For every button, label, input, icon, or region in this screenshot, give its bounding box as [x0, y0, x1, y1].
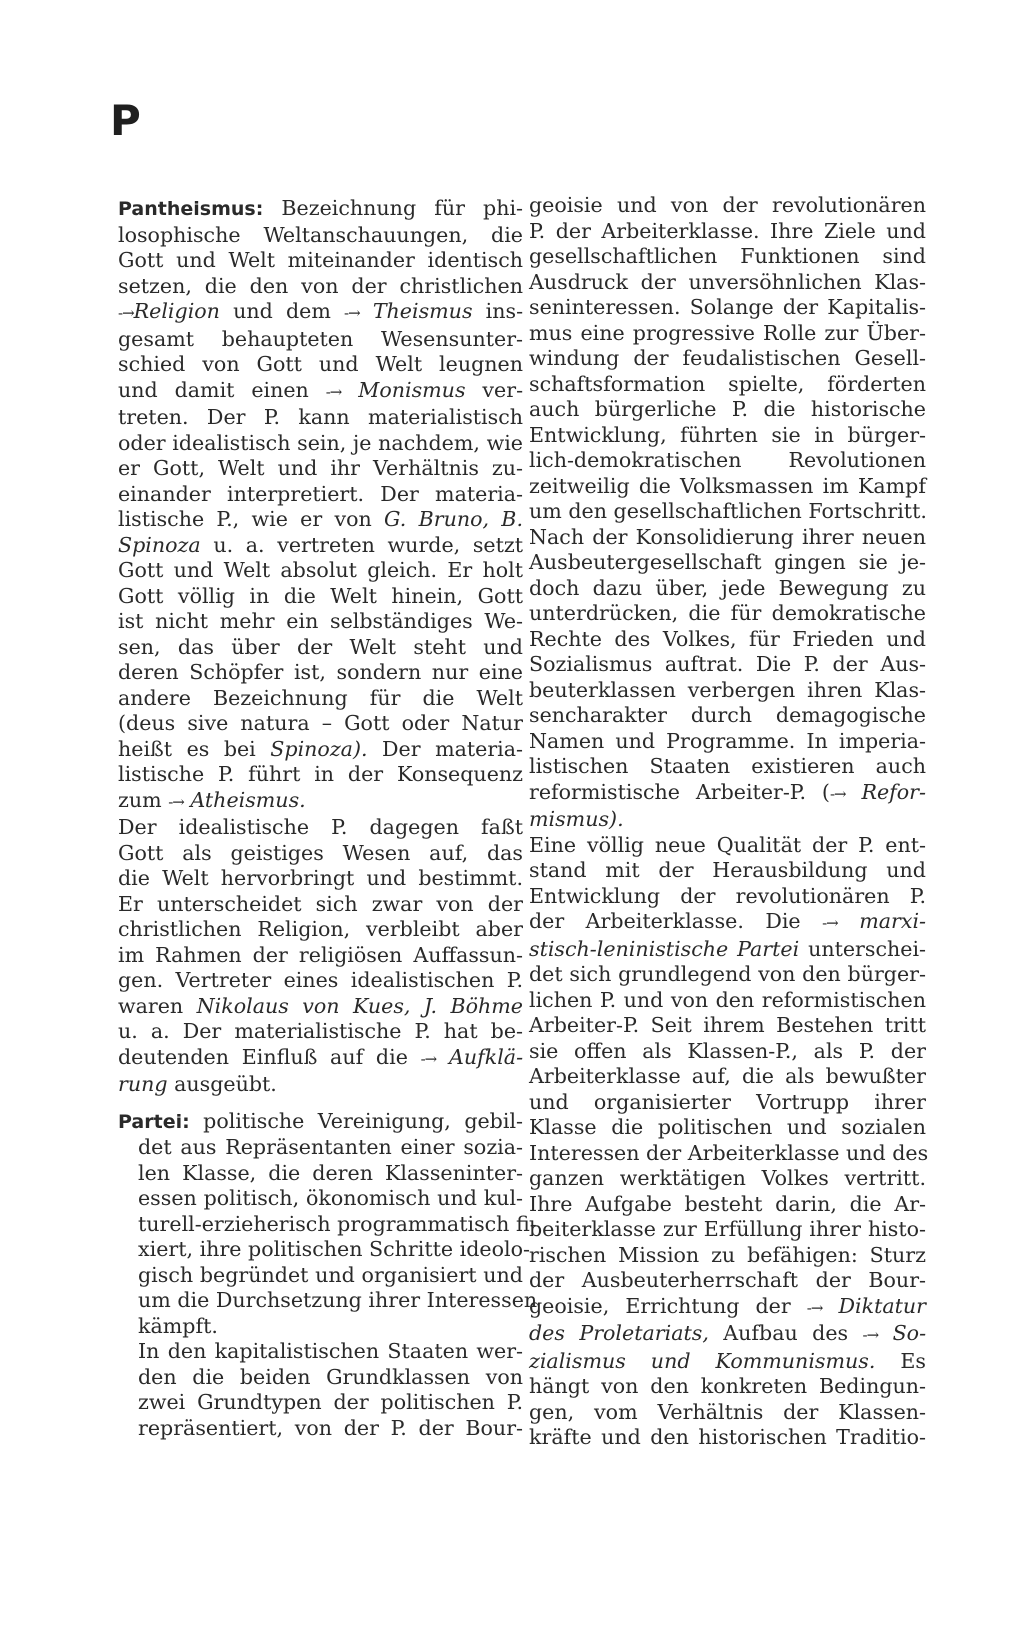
cross-reference-link[interactable]: mismus). — [529, 807, 624, 831]
text-line: stisch-leninistische Partei unterschei- — [529, 936, 926, 961]
cross-reference-link[interactable]: So- — [892, 1321, 927, 1345]
text-line: Eine völlig neue Qualität der P. ent- — [529, 832, 926, 857]
entry-headword-pantheismus: Pantheismus: — [118, 198, 264, 220]
text-line: oder idealistisch sein, je nachdem, wie — [118, 430, 523, 455]
text-line: essen politisch, ökonomisch und kul- — [138, 1186, 523, 1210]
text-line: sie offen als Klassen-P., als P. der — [529, 1038, 926, 1063]
text-line: ganzen werktätigen Volkes vertritt. — [529, 1166, 926, 1190]
text-line: gesellschaftlichen Funktionen sind — [529, 244, 926, 268]
text-line: Gott völlig in die Welt hinein, Gott — [118, 583, 523, 608]
entry-headword-partei: Partei: — [118, 1110, 190, 1133]
text-line: setzen, die den von der christlichen — [118, 273, 523, 298]
text-line: In den kapitalistischen Staaten wer- — [138, 1339, 523, 1363]
text-line: beiterklasse zur Erfüllung ihrer histo- — [529, 1217, 926, 1241]
cross-reference-link[interactable]: Refor- — [861, 779, 926, 804]
text-line: gen. Vertreter eines idealistischen P. — [118, 968, 523, 992]
text-line: det aus Repräsentanten einer sozia- — [138, 1135, 523, 1159]
text-line: um den gesellschaftlichen Fortschritt. — [529, 499, 927, 523]
text-line: hängt von den konkreten Bedingun- — [529, 1374, 926, 1398]
text-line: Partei: politische Vereinigung, gebil- — [118, 1108, 523, 1133]
text-line: der Ausbeuterherrschaft der Bour- — [529, 1268, 926, 1292]
cross-reference-link[interactable]: marxi- — [859, 909, 927, 933]
text-line: Sozialismus auftrat. Die P. der Aus- — [529, 652, 926, 676]
text-line: und organisierter Vortrupp ihrer — [529, 1089, 926, 1114]
cross-reference-arrow-icon: -→ — [862, 1326, 879, 1344]
text-line: rung ausgeübt. — [118, 1072, 277, 1096]
cross-reference-link[interactable]: rung — [118, 1072, 168, 1096]
text-line: reformistische Arbeiter-P. (-→ Refor- — [529, 779, 926, 804]
text-line: deutenden Einfluß auf die -→ Aufklä- — [118, 1044, 524, 1069]
text-line: Spinoza u. a. vertreten wurde, setzt — [118, 532, 524, 557]
text-line: P. der Arbeiterklasse. Ihre Ziele und — [529, 218, 926, 243]
text-line: Arbeiter-P. Seit ihrem Bestehen tritt — [529, 1013, 926, 1037]
text-line: Ausbeutergesellschaft gingen sie je- — [529, 550, 926, 574]
cross-reference-link[interactable]: zialismus und Kommunismus. — [529, 1348, 876, 1373]
person-name: Spinoza — [118, 532, 201, 557]
text-line: losophische Weltanschauungen, die — [118, 222, 523, 247]
text-line: gisch begründet und organisiert und — [138, 1262, 523, 1287]
text-line: Rechte des Volkes, für Frieden und — [529, 626, 926, 651]
text-line: des Proletariats, Aufbau des -→ So- — [529, 1321, 927, 1345]
text-line: andere Bezeichnung für die Welt — [118, 685, 523, 710]
cross-reference-link[interactable]: Monismus — [358, 377, 466, 402]
text-line: xiert, ihre politischen Schritte ideolo- — [138, 1237, 530, 1261]
text-line: rischen Mission zu befähigen: Sturz — [529, 1242, 926, 1267]
text-line: geoisie und von der revolutionären — [529, 193, 926, 217]
person-name: G. Bruno, B. — [384, 507, 523, 531]
cross-reference-arrow-icon: -→ — [829, 784, 846, 803]
text-line: -→Religion und dem -→ Theismus ins- — [118, 299, 524, 323]
text-line: Entwicklung der revolutionären P. — [529, 883, 926, 908]
text-line: det sich grundlegend von den bürger- — [529, 962, 926, 986]
text-line: listische P. führt in der Konsequenz — [118, 762, 523, 786]
text-line: schied von Gott und Welt leugnen — [118, 352, 523, 376]
text-line: Der idealistische P. dagegen faßt — [118, 815, 523, 839]
text-line — [529, 807, 926, 833]
text-line: er Gott, Welt und ihr Verhältnis zu- — [118, 456, 523, 480]
text-line: geoisie, Errichtung der -→ Diktatur — [529, 1293, 927, 1318]
text-line: sencharakter durch demagogische — [529, 703, 926, 727]
text-line: den die beiden Grundklassen von — [138, 1364, 523, 1389]
text-line: mus eine progressive Rolle zur Über- — [529, 320, 926, 345]
text-line: zum -→ Atheismus. — [118, 787, 306, 812]
text-line: gesamt behaupteten Wesensunter- — [118, 326, 523, 351]
text-line: auch bürgerliche P. die historische — [529, 397, 926, 421]
text-line: unterdrücken, die für demokratische — [529, 601, 926, 625]
text-line: ist nicht mehr ein selbständiges We- — [118, 609, 523, 633]
cross-reference-link[interactable]: stisch-leninistische Partei — [529, 936, 800, 961]
text-line: schaftsformation spielte, förderten — [529, 371, 926, 396]
text-line: und damit einen -→ Monismus ver- — [118, 377, 524, 402]
cross-reference-arrow-icon: -→ — [344, 304, 360, 322]
text-line: Namen und Programme. In imperia- — [529, 728, 926, 753]
right-column — [529, 193, 929, 1451]
text-line: kräfte und den historischen Traditio- — [529, 1425, 926, 1449]
cross-reference-arrow-icon: -→ — [168, 792, 184, 811]
cross-reference-link[interactable]: des Proletariats, — [529, 1321, 709, 1345]
text-line: beuterklassen verbergen ihren Klas- — [529, 677, 926, 702]
text-line: turell-erzieherisch programmatisch fi- — [138, 1211, 537, 1236]
text-line: deren Schöpfer ist, sondern nur eine — [118, 660, 523, 684]
cross-reference-arrow-icon: -→ — [806, 1298, 823, 1317]
cross-reference-arrow-icon: -→ — [822, 914, 838, 932]
text-line: seninteressen. Solange der Kapitalis- — [529, 295, 926, 319]
text-line: zwei Grundtypen der politischen P. — [138, 1390, 523, 1414]
text-line: treten. Der P. kann materialistisch — [118, 405, 523, 429]
text-line: einander interpretiert. Der materia- — [118, 481, 523, 506]
text-line: doch dazu über, jede Bewegung zu — [529, 575, 926, 600]
text-line: listischen Staaten existieren auch — [529, 754, 926, 778]
text-line: Arbeiterklasse auf, die als bewußter — [529, 1064, 926, 1088]
text-line: Entwicklung, führten sie in bürger- — [529, 422, 926, 447]
text-line: Gott als geistiges Wesen auf, das — [118, 840, 523, 865]
text-line: Gott und Welt miteinander identisch — [118, 248, 523, 272]
text-line: zeitweilig die Volksmassen im Kampf — [529, 473, 926, 498]
text-line: len Klasse, die deren Klasseninter- — [138, 1160, 523, 1185]
text-line: im Rahmen der religiösen Auffassun- — [118, 942, 523, 967]
text-line: kämpft. — [138, 1313, 218, 1338]
text-line: die Welt hervorbringt und bestimmt. — [118, 866, 523, 890]
text-line: heißt es bei Spinoza). Der materia- — [118, 736, 524, 761]
text-line: zialismus und Kommunismus. Es — [529, 1348, 926, 1373]
left-column — [118, 196, 538, 1441]
cross-reference-link[interactable]: Aufklä- — [448, 1044, 524, 1069]
cross-reference-link[interactable]: Religion — [133, 299, 220, 323]
text-line: (deus sive natura – Gott oder Natur — [118, 711, 523, 735]
text-line: waren Nikolaus von Kues, J. Böhme — [118, 993, 523, 1018]
text-line: listische P., wie er von G. Bruno, B. — [118, 507, 523, 531]
text-line: christlichen Religion, verbleibt aber — [118, 917, 523, 941]
cross-reference-arrow-icon: -→ — [420, 1049, 437, 1068]
text-line: lich-demokratischen Revolutionen — [529, 448, 926, 472]
text-line: der Arbeiterklasse. Die -→ marxi- — [529, 909, 927, 933]
text-line: lichen P. und von den reformistischen — [529, 987, 926, 1012]
text-line: Nach der Konsolidierung ihrer neuen — [529, 524, 926, 549]
text-line: Gott und Welt absolut gleich. Er holt — [118, 558, 523, 582]
text-line: Er unterscheidet sich zwar von der — [118, 891, 523, 916]
cross-reference-link[interactable]: Atheismus. — [190, 787, 306, 812]
cross-reference-arrow-icon: -→ — [325, 382, 342, 401]
text-line: windung der feudalistischen Gesell- — [529, 346, 926, 370]
text-line: sen, das über der Welt steht und — [118, 634, 523, 659]
cross-reference-link[interactable]: Theismus — [372, 299, 473, 323]
text-line: um die Durchsetzung ihrer Interessen — [138, 1288, 538, 1312]
text-line: Klasse die politischen und sozialen — [529, 1115, 926, 1139]
person-name: Nikolaus von Kues, J. Böhme — [196, 993, 523, 1018]
text-line: stand mit der Herausbildung und — [529, 858, 926, 882]
text-line: repräsentiert, von der P. der Bour- — [138, 1415, 523, 1440]
person-name: Spinoza). — [270, 736, 368, 761]
section-letter: P — [110, 96, 141, 145]
text-line: u. a. Der materialistische P. hat be- — [118, 1019, 523, 1043]
cross-reference-arrow-icon: -→ — [118, 304, 134, 322]
cross-reference-link[interactable]: Diktatur — [838, 1293, 927, 1318]
text-line: Pantheismus: Bezeichnung für phi- — [118, 196, 524, 220]
text-line: Ihre Aufgabe besteht darin, die Ar- — [529, 1191, 926, 1216]
text-line: gen, vom Verhältnis der Klassen- — [529, 1399, 926, 1424]
text-line: Ausdruck der unversöhnlichen Klas- — [529, 269, 926, 294]
text-line: Interessen der Arbeiterklasse und des — [529, 1140, 929, 1165]
